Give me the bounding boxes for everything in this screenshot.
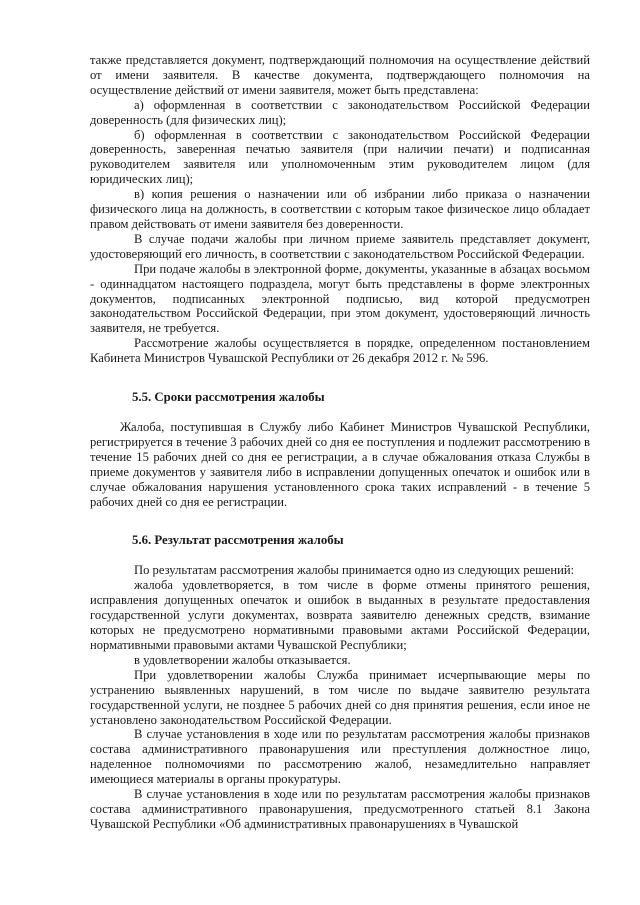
section-heading-5-5: 5.5. Сроки рассмотрения жалобы	[132, 390, 325, 405]
paragraph-power-of-attorney: также представляется документ, подтверждающий полномочия на осуществление действий от имени заявителя. В качестве документа, подтверждающего полномочия на осуществление действий от имени заявителя, может быть представлена:	[90, 53, 590, 97]
list-item-v: в) копия решения о назначении или об избрании либо приказа о назначении физического лица на должность, в соответствии с которым такое физическое лицо обладает правом действовать от имени заявителя без доверенности.	[90, 187, 590, 231]
section-heading-5-6: 5.6. Результат рассмотрения жалобы	[132, 533, 344, 548]
paragraph-complaint-satisfied: жалоба удовлетворяется, в том числе в форме отмены принятого решения, исправления допущенных опечаток и ошибок в выданных в результате предоставления государственной услуги документах, возврата заявителю денежных средств, взимание которых не предусмотрено нормативными правовыми актами Российской Федерации, нормативными правовыми актами Чувашской Республики;	[90, 578, 590, 652]
list-item-a: а) оформленная в соответствии с законодательством Российской Федерации доверенность (для физических лиц);	[90, 97, 590, 127]
paragraph-review-order: Рассмотрение жалобы осуществляется в порядке, определенном постановлением Кабинета Министров Чувашской Республики от 26 декабря 2012 г. № 596.	[90, 336, 590, 366]
paragraph-review-terms: Жалоба, поступившая в Службу либо Кабинет Министров Чувашской Республики, регистрируется в течение 3 рабочих дней со дня ее поступления и подлежит рассмотрению в течение 15 рабочих дней со дня ее регистрации, а в случае обжалования отказа Службы в приеме документов у заявителя либо в исправлении допущенных опечаток и ошибок или в случае обжалования нарушения установленного срока таких исправлений - в течение 5 рабочих дней со дня ее регистрации.	[90, 420, 590, 509]
document-body	[90, 53, 590, 832]
paragraph-decisions-intro: По результатам рассмотрения жалобы принимается одно из следующих решений:	[134, 563, 575, 578]
list-item-b: б) оформленная в соответствии с законодательством Российской Федерации доверенность, заверенная печатью заявителя (при наличии печати) и подписанная руководителем заявителя или уполномоченным этим руководителем лицом (для юридических лиц);	[90, 127, 590, 187]
paragraph-personal-reception: В случае подачи жалобы при личном приеме заявитель представляет документ, удостоверяющий его личность, в соответствии с законодательством Российской Федерации.	[90, 231, 590, 261]
paragraph-prosecutor-referral: В случае установления в ходе или по результатам рассмотрения жалобы признаков состава административного правонарушения или преступления должностное лицо, наделенное полномочиями по рассмотрению жалоб, незамедлительно направляет имеющиеся материалы в органы прокуратуры.	[90, 727, 590, 787]
paragraph-remedial-measures: При удовлетворении жалобы Служба принимает исчерпывающие меры по устранению выявленных нарушений, в том числе по выдаче заявителю результата государственной услуги, не позднее 5 рабочих дней со дня принятия решения, если иное не установлено законодательством Российской Федерации.	[90, 667, 590, 727]
paragraph-article-8-1: В случае установления в ходе или по результатам рассмотрения жалобы признаков состава административного правонарушения, предусмотренного статьей 8.1 Закона Чувашской Республики «Об административных правонарушениях в Чувашской	[90, 787, 590, 831]
paragraph-electronic-form: При подаче жалобы в электронной форме, документы, указанные в абзацах восьмом - одиннадцатом настоящего подраздела, могут быть представлены в форме электронных документов, подписанных электронной подписью, вид которой предусмотрен законодательством Российской Федерации, при этом документ, удостоверяющий личность заявителя, не требуется.	[90, 261, 590, 336]
paragraph-complaint-denied: в удовлетворении жалобы отказывается.	[134, 652, 351, 667]
